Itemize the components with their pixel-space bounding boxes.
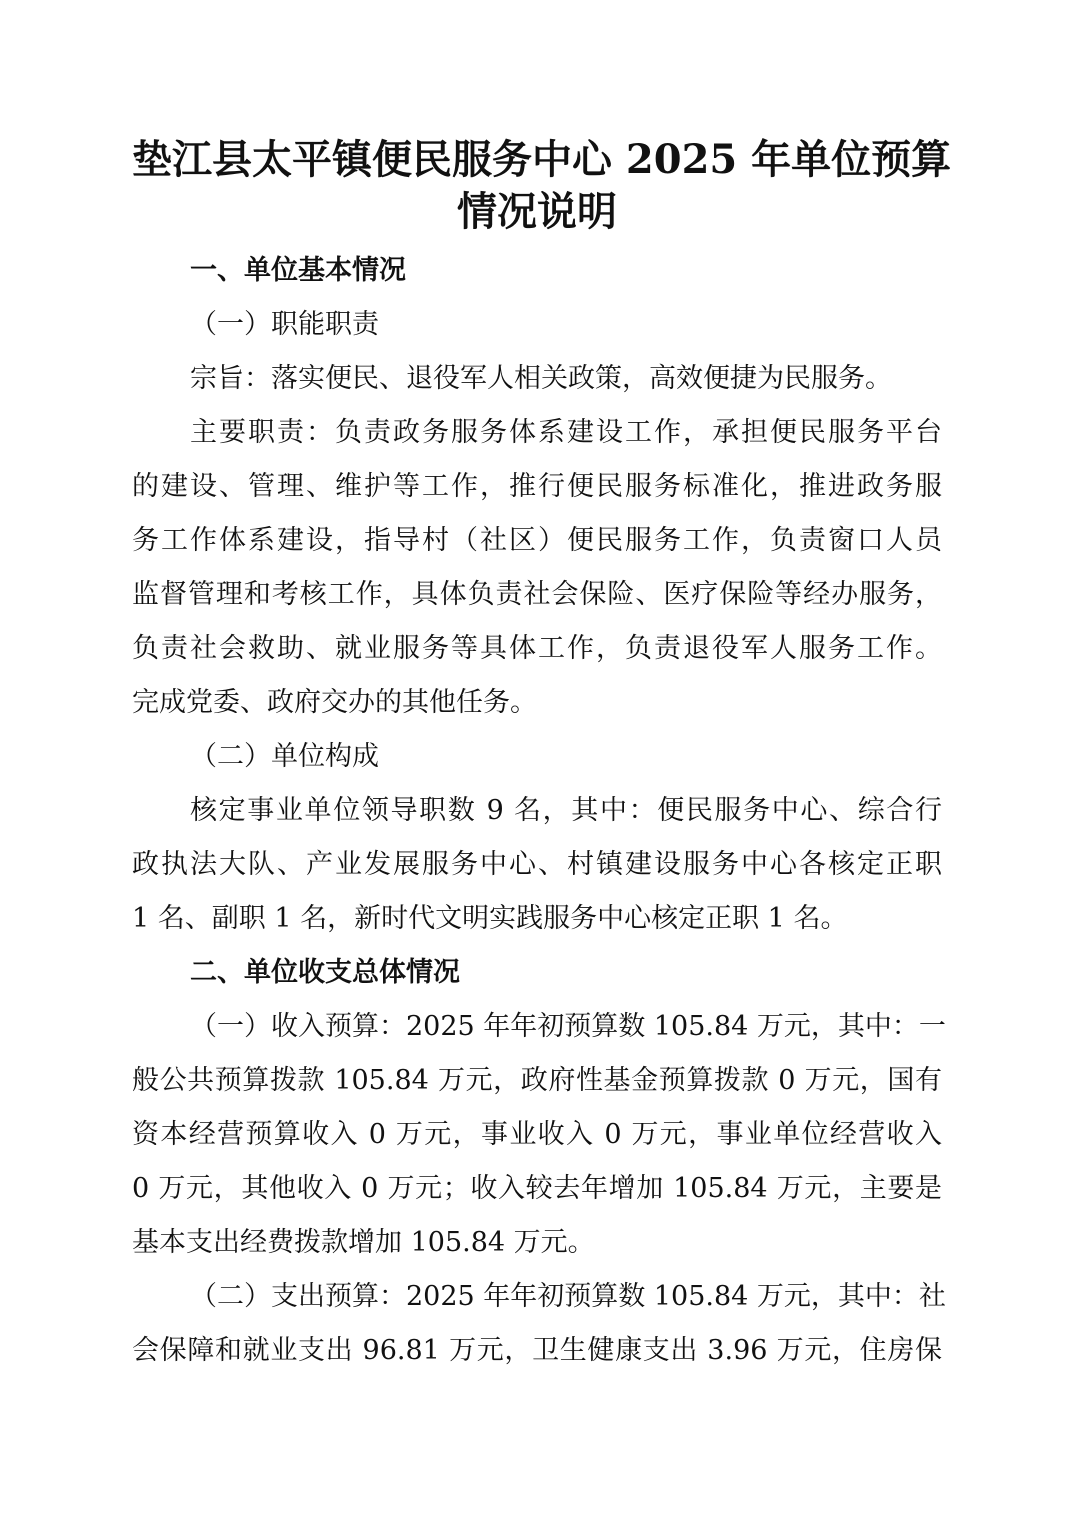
paragraph-duties-line: 完成党委、政府交办的其他任务。 xyxy=(132,687,537,718)
paragraph-duties-line: 负责社会救助、就业服务等具体工作，负责退役军人服务工作。 xyxy=(132,633,942,664)
paragraph-income-line: 般公共预算拨款 105.84 万元，政府性基金预算拨款 0 万元，国有 xyxy=(132,1065,942,1096)
subheading-unit-composition: （二）单位构成 xyxy=(190,741,379,772)
paragraph-income-line: （一）收入预算：2025 年年初预算数 105.84 万元，其中：一 xyxy=(190,1011,946,1042)
subheading-functions: （一）职能职责 xyxy=(190,309,379,340)
section-heading-income-expenditure: 二、单位收支总体情况 xyxy=(190,957,460,988)
paragraph-duties-line: 的建设、管理、维护等工作，推行便民服务标准化，推进政务服 xyxy=(132,471,942,502)
paragraph-duties-line: 主要职责：负责政务服务体系建设工作，承担便民服务平台 xyxy=(190,417,942,448)
paragraph-duties-line: 监督管理和考核工作，具体负责社会保险、医疗保险等经办服务， xyxy=(132,579,942,610)
document-title-line-1: 垫江县太平镇便民服务中心 2025 年单位预算 xyxy=(132,136,952,183)
paragraph-composition-line: 核定事业单位领导职数 9 名，其中：便民服务中心、综合行 xyxy=(190,795,942,826)
document-title-line-2: 情况说明 xyxy=(457,188,617,235)
paragraph-income-line: 0 万元，其他收入 0 万元；收入较去年增加 105.84 万元，主要是 xyxy=(132,1173,942,1204)
section-heading-unit-basics: 一、单位基本情况 xyxy=(190,255,406,286)
paragraph-income-line: 基本支出经费拨款增加 105.84 万元。 xyxy=(132,1227,595,1258)
paragraph-duties-line: 务工作体系建设，指导村（社区）便民服务工作，负责窗口人员 xyxy=(132,525,942,556)
paragraph-expenditure-line: 会保障和就业支出 96.81 万元，卫生健康支出 3.96 万元，住房保 xyxy=(132,1335,942,1366)
paragraph-expenditure-line: （二）支出预算：2025 年年初预算数 105.84 万元，其中：社 xyxy=(190,1281,946,1312)
paragraph-income-line: 资本经营预算收入 0 万元，事业收入 0 万元，事业单位经营收入 xyxy=(132,1119,942,1150)
document-body xyxy=(132,244,946,1378)
paragraph-composition-line: 1 名、副职 1 名，新时代文明实践服务中心核定正职 1 名。 xyxy=(132,903,848,934)
paragraph-composition-line: 政执法大队、产业发展服务中心、村镇建设服务中心各核定正职 xyxy=(132,849,942,880)
paragraph-purpose: 宗旨：落实便民、退役军人相关政策，高效便捷为民服务。 xyxy=(190,363,892,394)
